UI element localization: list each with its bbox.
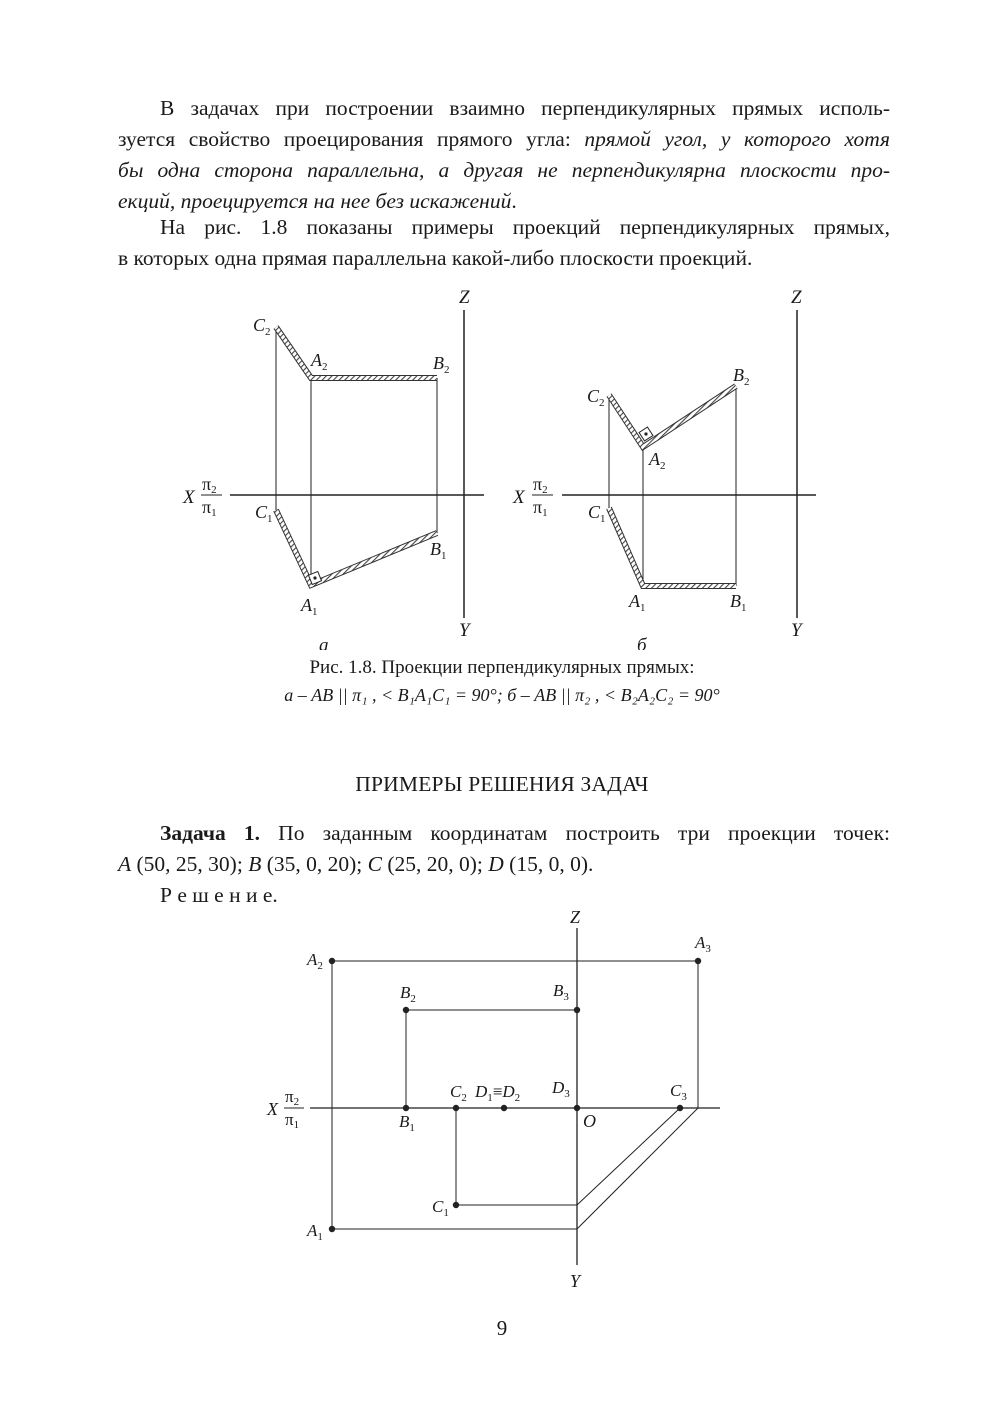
label-pi2: π2	[285, 1087, 300, 1108]
line-c1-a1-b1	[276, 510, 437, 585]
paragraph-2-line-2: в которых одна прямая параллельна какой-либо плоскости проекций.	[118, 246, 753, 270]
label-x-b: X	[513, 487, 525, 508]
label-pi1-b: π1	[533, 497, 548, 519]
label-b3: $B_3$	[553, 981, 569, 1003]
point-d1	[501, 1105, 507, 1111]
label-pi2-b: π2	[533, 474, 548, 496]
point-a1	[329, 1226, 335, 1232]
paragraph-1-line-3: бы одна сторона параллельна, а другая не перпендикулярна плоскости про-	[118, 158, 890, 182]
right-angle-dot-a	[313, 576, 316, 579]
label-pi1: π1	[285, 1110, 300, 1131]
line-c2-a2-b2	[276, 327, 437, 378]
label-c1: $C_1$	[432, 1197, 449, 1219]
label-c3: $C_3$	[670, 1081, 687, 1103]
label-o: O	[583, 1111, 596, 1131]
panel-b	[512, 287, 816, 650]
figure-caption-line-2: а – AB || π₁ , < B₁A₁C₁ = 90°; б – АВ || π₂ , < B₂A₂C₂ = 90°	[284, 685, 720, 705]
label-b1-a: $B_1$	[430, 539, 447, 562]
label-d1-d2: $D_1\equiv D_2$	[475, 1082, 521, 1104]
line-c1-a1-b1-b-hatch	[609, 508, 736, 586]
point-c3	[677, 1105, 683, 1111]
panel-a	[182, 287, 484, 650]
label-b2-a: $B_2$	[433, 353, 450, 376]
section-title: ПРИМЕРЫ РЕШЕНИЯ ЗАДАЧ	[355, 772, 649, 796]
point-a2	[329, 958, 335, 964]
point-b3	[574, 1007, 580, 1013]
label-b1: $B_1$	[399, 1112, 415, 1134]
figure-1-8	[0, 280, 1004, 650]
label-b2-b: $B_2$	[733, 365, 750, 388]
point-b2	[403, 1007, 409, 1013]
label-b1-b: $B_1$	[730, 591, 747, 614]
label-z-a: Z	[459, 287, 470, 308]
point-d3	[574, 1105, 580, 1111]
label-c2-a: $C_2$	[253, 315, 271, 338]
point-a3	[695, 958, 701, 964]
label-z-b: Z	[791, 287, 802, 308]
paragraph-1-line-2: зуется свойство проецирования прямого угла: прямой угол, у которого хотя	[118, 127, 890, 151]
label-pi2-a: π2	[202, 474, 217, 496]
paragraph-2	[118, 212, 890, 274]
label-y-b: Y	[791, 620, 802, 641]
task-1	[118, 818, 890, 880]
label-a1: $A_1$	[307, 1221, 323, 1243]
task-1-line-1: Задача 1. По заданным координатам построить три проекции точек:	[160, 821, 890, 845]
paragraph-1-line-1: В задачах при построении взаимно перпендикулярных прямых исполь-	[160, 96, 890, 120]
label-y-a: Y	[459, 620, 470, 641]
label-a2: $A_2$	[307, 950, 323, 972]
panel-b-label: б	[637, 635, 647, 650]
label-a3: $A_3$	[695, 933, 711, 955]
label-c1-b: $C_1$	[588, 502, 606, 525]
label-a1-b: $A_1$	[629, 591, 646, 614]
page-number: 9	[496, 1316, 508, 1340]
line-c2-a2-b2-b	[609, 386, 736, 447]
point-c1	[453, 1202, 459, 1208]
label-z: Z	[570, 907, 581, 927]
right-angle-dot-b	[644, 432, 647, 435]
label-y: Y	[570, 1271, 581, 1291]
panel-a-label: а	[319, 635, 329, 650]
paragraph-1	[118, 93, 890, 217]
line-c1-a1-b1-hatch	[276, 510, 437, 585]
point-b1	[403, 1105, 409, 1111]
solution-label: Р е ш е н и е.	[160, 883, 278, 907]
line-c2-a2-b2-hatch	[276, 327, 437, 378]
task-1-title: Задача 1.	[160, 821, 261, 845]
label-c2: $C_2$	[450, 1082, 467, 1104]
label-a1-a: $A_1$	[301, 595, 318, 618]
label-a2-a: $A_2$	[311, 350, 328, 373]
label-pi1-a: π1	[202, 497, 217, 519]
label-d3: $D_3$	[552, 1078, 570, 1100]
figure-caption-line-1: Рис. 1.8. Проекции перпендикулярных прямых:	[309, 657, 695, 678]
task-1-figure	[0, 900, 1004, 1300]
label-x-a: X	[183, 487, 195, 508]
paragraph-1-line-4: екций, проецируется на нее без искажений.	[118, 189, 517, 213]
paragraph-2-line-1: На рис. 1.8 показаны примеры проекций перпендикулярных прямых,	[160, 215, 890, 239]
label-x: X	[267, 1099, 278, 1119]
label-b2: $B_2$	[400, 983, 416, 1005]
point-c2	[453, 1105, 459, 1111]
label-c1-a: $C_1$	[255, 502, 273, 525]
task-1-line-2: A (50, 25, 30); B (35, 0, 20); C (25, 20, 0); D (15, 0, 0).	[118, 852, 594, 876]
label-a2-b: $A_2$	[649, 449, 666, 472]
label-c2-b: $C_2$	[587, 386, 605, 409]
